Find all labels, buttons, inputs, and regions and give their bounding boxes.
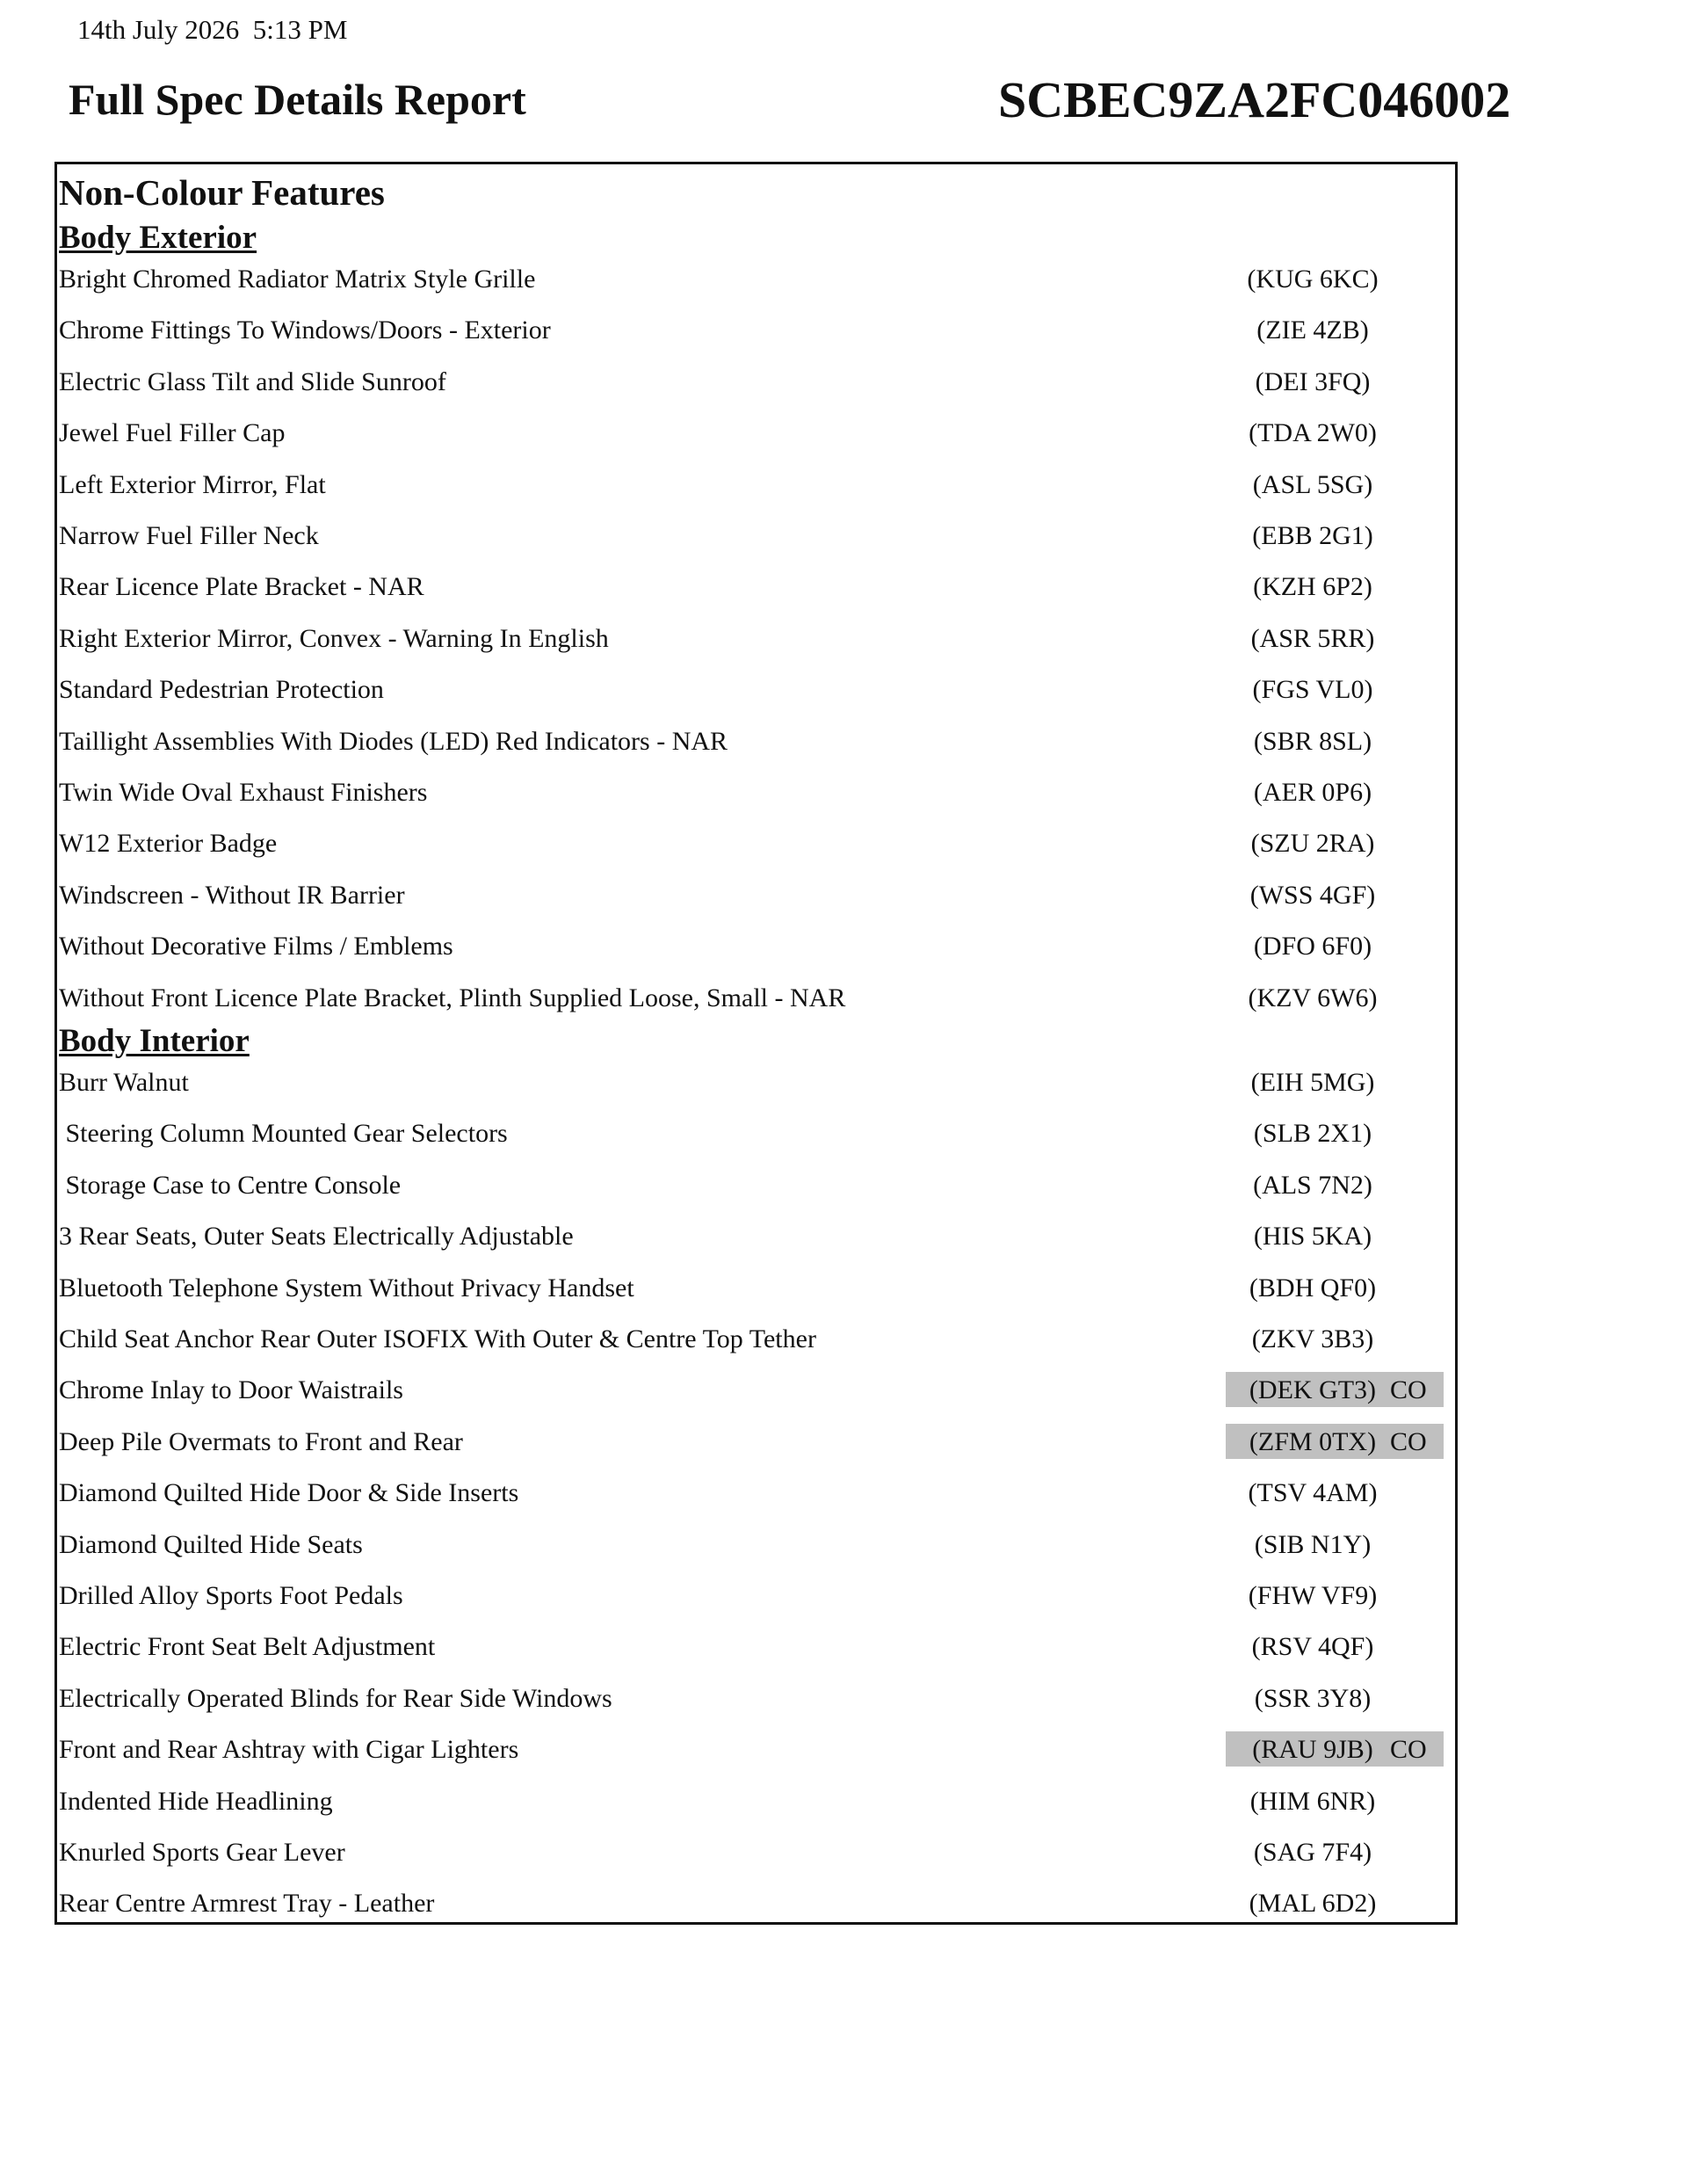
section-heading-body-interior: Body Interior xyxy=(59,1023,250,1059)
feature-row xyxy=(57,824,1455,873)
feature-row xyxy=(57,1422,1455,1471)
feature-code-cell xyxy=(1226,1783,1444,1818)
feature-code-cell xyxy=(1226,1834,1444,1869)
feature-name: Jewel Fuel Filler Cap xyxy=(59,418,286,447)
feature-row xyxy=(57,619,1455,668)
feature-code-cell xyxy=(1226,312,1444,347)
feature-name: Windscreen - Without IR Barrier xyxy=(59,881,405,910)
feature-name: Burr Walnut xyxy=(59,1068,189,1097)
feature-name: Without Decorative Films / Emblems xyxy=(59,932,453,961)
feature-name: Rear Licence Plate Bracket - NAR xyxy=(59,572,424,601)
feature-code-cell xyxy=(1226,1680,1444,1716)
feature-name: Electrically Operated Blinds for Rear Side Windows xyxy=(59,1684,612,1713)
feature-row xyxy=(57,722,1455,771)
feature-row xyxy=(57,1063,1455,1112)
feature-code-highlight xyxy=(1226,1372,1444,1407)
feature-row xyxy=(57,1576,1455,1625)
feature-code: (FGS VL0) xyxy=(1252,675,1373,704)
feature-row xyxy=(57,1319,1455,1368)
feature-code: (WSS 4GF) xyxy=(1249,881,1376,910)
feature-row xyxy=(57,1730,1455,1779)
feature-name: Left Exterior Mirror, Flat xyxy=(59,470,326,499)
feature-code: (ZIE 4ZB) xyxy=(1256,316,1369,345)
feature-code: (KZH 6P2) xyxy=(1253,572,1372,601)
features-heading: Non-Colour Features xyxy=(59,172,385,213)
feature-code-cell xyxy=(1226,1527,1444,1562)
vin-number: SCBEC9ZA2FC046002 xyxy=(998,71,1511,128)
feature-code-cell xyxy=(1226,1064,1444,1099)
feature-row xyxy=(57,516,1455,565)
feature-row xyxy=(57,1832,1455,1882)
feature-code-cell xyxy=(1226,620,1444,656)
feature-name: Diamond Quilted Hide Seats xyxy=(59,1530,363,1559)
feature-row xyxy=(57,1473,1455,1522)
feature-code-cell xyxy=(1226,1885,1444,1920)
report-timestamp: 14th July 2026 5:13 PM xyxy=(77,14,348,45)
feature-name: Narrow Fuel Filler Neck xyxy=(59,521,319,550)
feature-code: (RAU 9JB) xyxy=(1252,1735,1373,1764)
feature-row xyxy=(57,1268,1455,1317)
feature-code: (SAG 7F4) xyxy=(1253,1838,1372,1867)
feature-row xyxy=(57,1679,1455,1728)
feature-code: (TSV 4AM) xyxy=(1248,1478,1378,1507)
feature-row xyxy=(57,670,1455,719)
feature-code-cell xyxy=(1226,1475,1444,1510)
feature-name: Electric Glass Tilt and Slide Sunroof xyxy=(59,367,446,396)
feature-code: (HIM 6NR) xyxy=(1249,1787,1376,1816)
section-heading-body-exterior: Body Exterior xyxy=(59,220,257,256)
feature-flag: CO xyxy=(1390,1427,1427,1456)
feature-name: Diamond Quilted Hide Door & Side Inserts xyxy=(59,1478,519,1507)
features-panel xyxy=(54,162,1458,1925)
feature-code: (MAL 6D2) xyxy=(1249,1889,1377,1918)
feature-row xyxy=(57,1883,1455,1933)
feature-name: Bluetooth Telephone System Without Privacy Handset xyxy=(59,1273,634,1302)
feature-code-cell xyxy=(1226,364,1444,399)
feature-code: (DEI 3FQ) xyxy=(1255,367,1371,396)
feature-code-cell xyxy=(1226,1321,1444,1356)
feature-name: W12 Exterior Badge xyxy=(59,829,278,858)
feature-code-cell xyxy=(1226,261,1444,296)
feature-name: Front and Rear Ashtray with Cigar Lighters xyxy=(59,1735,519,1764)
feature-name: Twin Wide Oval Exhaust Finishers xyxy=(59,778,428,807)
feature-name: Storage Case to Centre Console xyxy=(59,1171,402,1200)
feature-code: (EIH 5MG) xyxy=(1250,1068,1375,1097)
feature-code: (HIS 5KA) xyxy=(1253,1222,1372,1251)
feature-code: (ZFM 0TX) xyxy=(1249,1427,1377,1456)
feature-row xyxy=(57,1165,1455,1215)
feature-code: (DFO 6F0) xyxy=(1253,932,1372,961)
feature-code-cell xyxy=(1226,518,1444,553)
feature-code: (AER 0P6) xyxy=(1253,778,1372,807)
feature-code: (KUG 6KC) xyxy=(1247,265,1379,294)
feature-row xyxy=(57,1370,1455,1419)
feature-code-cell xyxy=(1226,877,1444,912)
feature-row xyxy=(57,773,1455,822)
feature-code: (EBB 2G1) xyxy=(1252,521,1373,550)
feature-code: (FHW VF9) xyxy=(1248,1581,1378,1610)
feature-row xyxy=(57,465,1455,514)
feature-name: Rear Centre Armrest Tray - Leather xyxy=(59,1889,435,1918)
feature-name: Chrome Inlay to Door Waistrails xyxy=(59,1375,403,1404)
feature-code-cell xyxy=(1226,723,1444,758)
feature-code: (ASL 5SG) xyxy=(1252,470,1373,499)
feature-code-cell xyxy=(1226,1218,1444,1253)
feature-code-highlight xyxy=(1226,1731,1444,1767)
feature-code: (BDH QF0) xyxy=(1249,1273,1377,1302)
feature-name: Deep Pile Overmats to Front and Rear xyxy=(59,1427,463,1456)
feature-code: (TDA 2W0) xyxy=(1249,418,1377,447)
feature-row xyxy=(57,567,1455,616)
feature-code-cell xyxy=(1226,1115,1444,1150)
feature-name: 3 Rear Seats, Outer Seats Electrically Adjustable xyxy=(59,1222,574,1251)
feature-code-cell xyxy=(1226,928,1444,963)
feature-name: Without Front Licence Plate Bracket, Plinth Supplied Loose, Small - NAR xyxy=(59,983,846,1012)
feature-row xyxy=(57,259,1455,308)
feature-code: (SSR 3Y8) xyxy=(1254,1684,1372,1713)
feature-row xyxy=(57,875,1455,925)
feature-code-cell xyxy=(1226,1270,1444,1305)
feature-name: Chrome Fittings To Windows/Doors - Exterior xyxy=(59,316,551,345)
feature-row xyxy=(57,978,1455,1027)
feature-name: Electric Front Seat Belt Adjustment xyxy=(59,1632,436,1661)
feature-code-cell xyxy=(1226,825,1444,860)
feature-code: (RSV 4QF) xyxy=(1251,1632,1374,1661)
feature-code: (ASR 5RR) xyxy=(1250,624,1375,653)
feature-row xyxy=(57,362,1455,411)
feature-code: (ALS 7N2) xyxy=(1253,1171,1372,1200)
feature-row xyxy=(57,1627,1455,1676)
feature-code-cell xyxy=(1226,774,1444,809)
feature-code: (SBR 8SL) xyxy=(1253,727,1372,756)
feature-name: Child Seat Anchor Rear Outer ISOFIX With Outer & Centre Top Tether xyxy=(59,1324,816,1353)
feature-row xyxy=(57,1216,1455,1266)
feature-name: Taillight Assemblies With Diodes (LED) Red Indicators - NAR xyxy=(59,727,728,756)
feature-code-cell xyxy=(1226,980,1444,1015)
feature-name: Standard Pedestrian Protection xyxy=(59,675,384,704)
feature-code-cell xyxy=(1226,569,1444,604)
feature-flag: CO xyxy=(1390,1735,1427,1764)
feature-code: (SIB N1Y) xyxy=(1254,1530,1372,1559)
feature-code: (DEK GT3) xyxy=(1249,1375,1377,1404)
feature-code: (SLB 2X1) xyxy=(1253,1119,1372,1148)
feature-code: (KZV 6W6) xyxy=(1248,983,1378,1012)
feature-name: Right Exterior Mirror, Convex - Warning In English xyxy=(59,624,609,653)
feature-row xyxy=(57,1525,1455,1574)
feature-code-cell xyxy=(1226,1167,1444,1202)
feature-row xyxy=(57,310,1455,359)
feature-name: Knurled Sports Gear Lever xyxy=(59,1838,345,1867)
feature-row xyxy=(57,926,1455,976)
feature-row xyxy=(57,1114,1455,1163)
feature-name: Steering Column Mounted Gear Selectors xyxy=(59,1119,508,1148)
feature-code-cell xyxy=(1226,467,1444,502)
report-title: Full Spec Details Report xyxy=(69,75,526,124)
feature-code: (ZKV 3B3) xyxy=(1251,1324,1374,1353)
feature-code-cell xyxy=(1226,1578,1444,1613)
feature-code: (SZU 2RA) xyxy=(1250,829,1375,858)
feature-code-cell xyxy=(1226,671,1444,707)
feature-code-highlight xyxy=(1226,1424,1444,1459)
feature-name: Indented Hide Headlining xyxy=(59,1787,333,1816)
feature-name: Bright Chromed Radiator Matrix Style Grille xyxy=(59,265,536,294)
feature-name: Drilled Alloy Sports Foot Pedals xyxy=(59,1581,403,1610)
feature-code-cell xyxy=(1226,1629,1444,1664)
feature-flag: CO xyxy=(1390,1375,1427,1404)
feature-row xyxy=(57,1781,1455,1831)
feature-row xyxy=(57,413,1455,462)
feature-code-cell xyxy=(1226,415,1444,450)
